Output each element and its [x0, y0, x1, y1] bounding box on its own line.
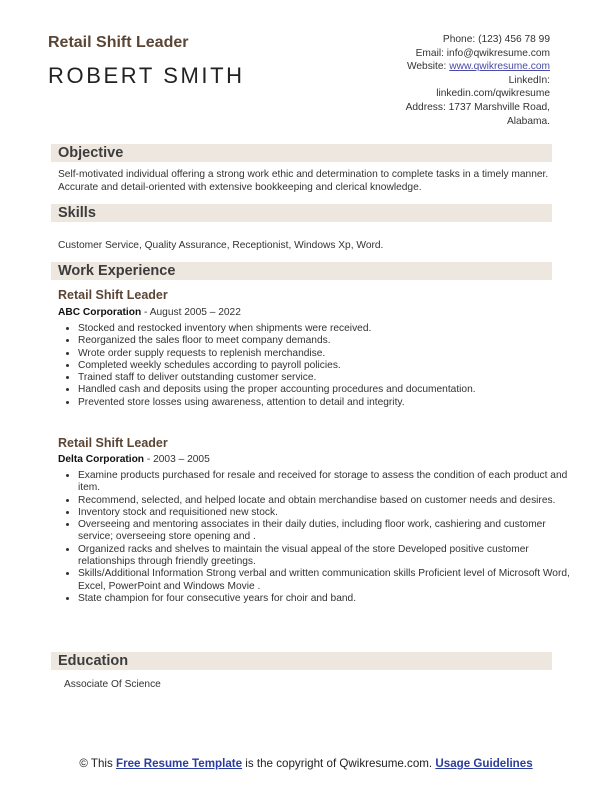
section-education: [51, 652, 552, 670]
copyright-middle: is the copyright of Qwikresume.com.: [242, 757, 436, 770]
job-bullets: [58, 470, 572, 605]
list-item: • Wrote order supply requests to replenish merchandise.: [78, 348, 572, 360]
usage-guidelines-link[interactable]: Usage Guidelines: [435, 757, 533, 770]
list-item: • Examine products purchased for resale and received for storage to assess the condition of each product and item.: [78, 470, 572, 495]
section-title: Objective: [58, 145, 124, 161]
contact-website: Website: www.qwikresume.com: [406, 61, 550, 73]
contact-linkedin-label: LinkedIn:: [508, 74, 550, 86]
free-resume-template-link[interactable]: Free Resume Template: [116, 757, 243, 770]
list-item: • Handled cash and deposits using the proper accounting procedures and documentation.: [78, 384, 572, 396]
contact-address-line2: Alabama.: [506, 115, 550, 127]
list-item: • Prevented store losses using awareness, attention to detail and integrity.: [78, 397, 572, 409]
contact-phone: Phone: (123) 456 78 99: [442, 34, 550, 45]
list-item: • Completed weekly schedules according to payroll policies.: [78, 360, 572, 372]
education-text: Associate Of Science: [64, 679, 161, 690]
job-company: ABC Corporation - August 2005 – 2022: [58, 307, 241, 318]
section-title: Skills: [58, 205, 96, 221]
resume-job-title: Retail Shift Leader: [48, 34, 189, 51]
skills-text: Customer Service, Quality Assurance, Receptionist, Windows Xp, Word.: [58, 240, 384, 251]
list-item: • State champion for four consecutive years for choir and band.: [78, 593, 572, 605]
list-item: • Reorganized the sales floor to meet company demands.: [78, 335, 572, 347]
job-title: Retail Shift Leader: [58, 288, 168, 302]
list-item: • Recommend, selected, and helped locate and obtain merchandise based on customer needs and desires.: [78, 495, 572, 507]
section-work-experience: [51, 262, 552, 280]
contact-linkedin: linkedin.com/qwikresume: [436, 88, 550, 100]
list-item: • Skills/Additional Information Strong verbal and written communication skills Proficient level of Microsoft Word, Excel, PowerPoint and Windows Movie .: [78, 568, 572, 593]
list-item: • Inventory stock and requisitioned new stock.: [78, 507, 572, 519]
section-title: Education: [58, 653, 129, 669]
list-item: • Stocked and restocked inventory when shipments were received.: [78, 323, 572, 335]
candidate-name: ROBERT SMITH: [48, 63, 245, 88]
contact-address: Address: 1737 Marshville Road,: [405, 101, 550, 113]
website-link[interactable]: www.qwikresume.com: [449, 61, 550, 73]
job-bullets: [58, 323, 572, 409]
contact-block: [290, 33, 550, 128]
list-item: • Trained staff to deliver outstanding customer service.: [78, 372, 572, 384]
objective-text: Self-motivated individual offering a strong work ethic and determination to complete tasks in a timely manner. Accurate and detail-oriented with extensive bookkeeping and clerical knowledge.: [58, 169, 549, 193]
job-company: Delta Corporation - 2003 – 2005: [58, 454, 210, 465]
job-title: Retail Shift Leader: [58, 436, 168, 450]
list-item: • Overseeing and mentoring associates in their daily duties, including floor work, cashiering and customer service; overseeing store opening and .: [78, 519, 572, 544]
copyright-prefix: © This: [79, 757, 116, 770]
contact-email: Email: info@qwikresume.com: [415, 47, 550, 59]
list-item: • Organized racks and shelves to maintain the visual appeal of the store Developed positive customer relationships through friendly greetings.: [78, 544, 572, 569]
section-skills: [51, 204, 552, 222]
footer: [40, 757, 572, 771]
section-objective: [51, 144, 552, 162]
section-title: Work Experience: [58, 263, 176, 279]
